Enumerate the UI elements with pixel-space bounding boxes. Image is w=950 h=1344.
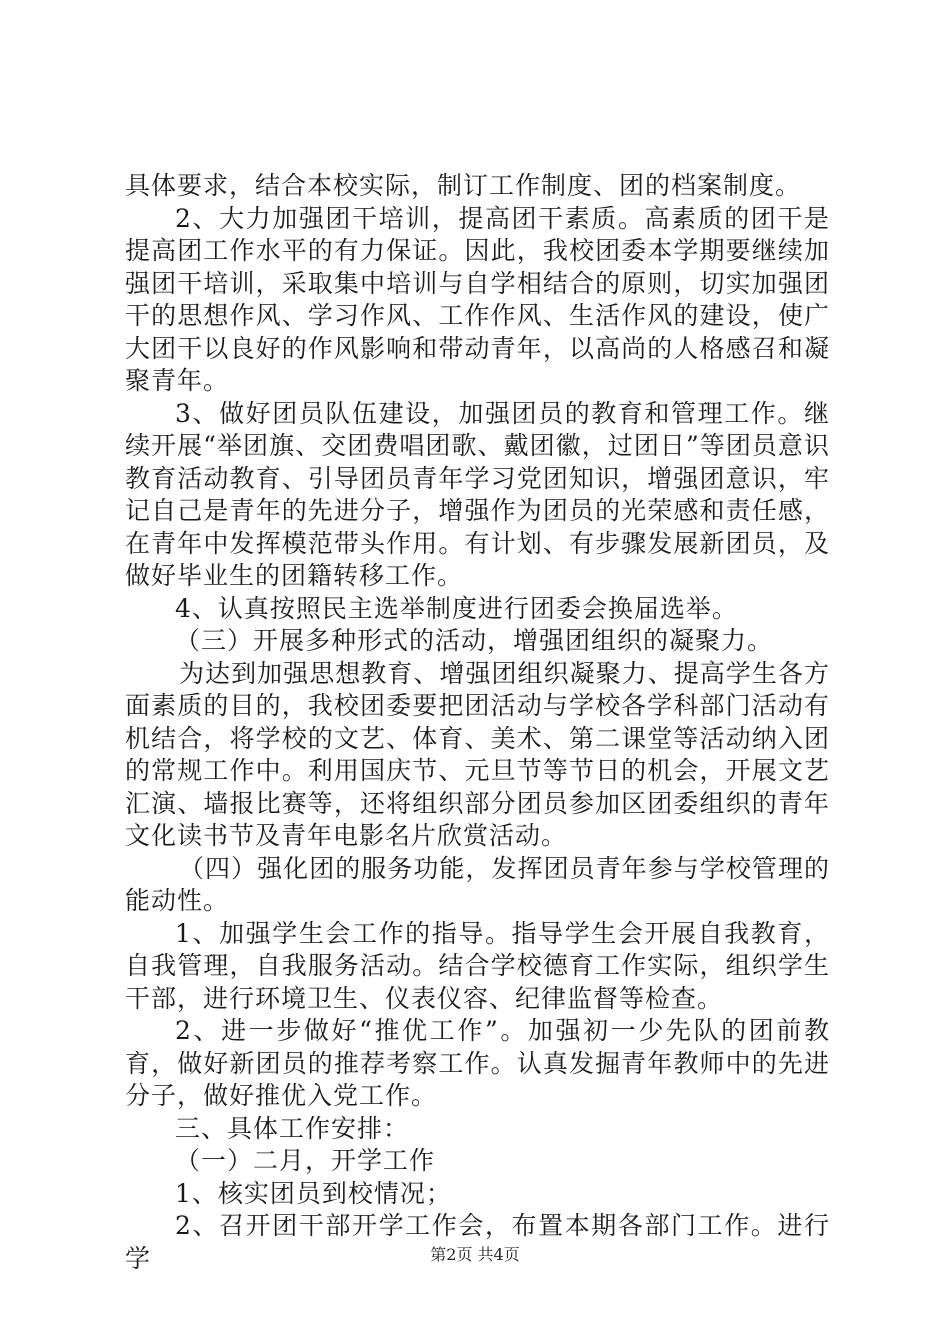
section-heading-work-schedule: 三、具体工作安排： — [175, 1113, 410, 1143]
section-heading-3: （三）开展多种形式的活动，增强团组织的凝聚力。 — [175, 626, 774, 655]
document-body — [125, 170, 830, 1275]
paragraph-7: 2、进一步做好“推优工作”。加强初一少先队的团前教育，做好新团员的推荐考察工作。认真发掘青年教师中的先进分子，做好推优入党工作。 — [125, 1016, 830, 1110]
list-item-1: 1、核实团员到校情况； — [175, 1178, 452, 1208]
paragraph-2: 2、大力加强团干培训，提高团干素质。高素质的团干是提高团工作水平的有力保证。因此，我校团委本学期要继续加强团干培训，采取集中培训与自学相结合的原则，切实加强团干的思想作风、学习作风、工作作风、生活作风的建设，使广大团干以良好的作风影响和带动青年，以高尚的人格感召和凝聚青年。 — [125, 203, 830, 395]
list-item-2: 2、召开团干部开学工作会，布置本期各部门工作。进行学 — [125, 1211, 830, 1273]
page-number: 第2页 共4页 — [430, 1245, 520, 1264]
paragraph-3: 3、做好团员队伍建设，加强团员的教育和管理工作。继续开展“举团旗、交团费唱团歌、戴团徽，过团日”等团员意识教育活动教育、引导团员青年学习党团知识，增强团意识，牢记自己是青年的先进分子，增强作为团员的光荣感和责任感，在青年中发挥模范带头作用。有计划、有步骤发展新团员，及做好毕业生的团籍转移工作。 — [125, 398, 830, 590]
sub-heading-february: （一）二月，开学工作 — [175, 1146, 436, 1175]
paragraph-6: 1、加强学生会工作的指导。指导学生会开展自我教育，自我管理，自我服务活动。结合学校德育工作实际，组织学生干部，进行环境卫生、仪表仪容、纪律监督等检查。 — [125, 918, 830, 1013]
paragraph-4: 4、认真按照民主选举制度进行团委会换届选举。 — [175, 593, 738, 623]
section-heading-4: （四）强化团的服务功能，发挥团员青年参与学校管理的能动性。 — [125, 853, 830, 915]
paragraph-1: 具体要求，结合本校实际，制订工作制度、团的档案制度。 — [125, 171, 802, 200]
paragraph-5: 为达到加强思想教育、增强团组织凝聚力、提高学生各方面素质的目的，我校团委要把团活动与学校各学科部门活动有机结合，将学校的文艺、体育、美术、第二课堂等活动纳入团的常规工作中。利用国庆节、元旦节等节日的机会，开展文艺汇演、墙报比赛等，还将组织部分团员参加区团委组织的青年文化读书节及青年电影名片欣赏活动。 — [125, 658, 830, 850]
page-footer — [0, 1242, 950, 1265]
